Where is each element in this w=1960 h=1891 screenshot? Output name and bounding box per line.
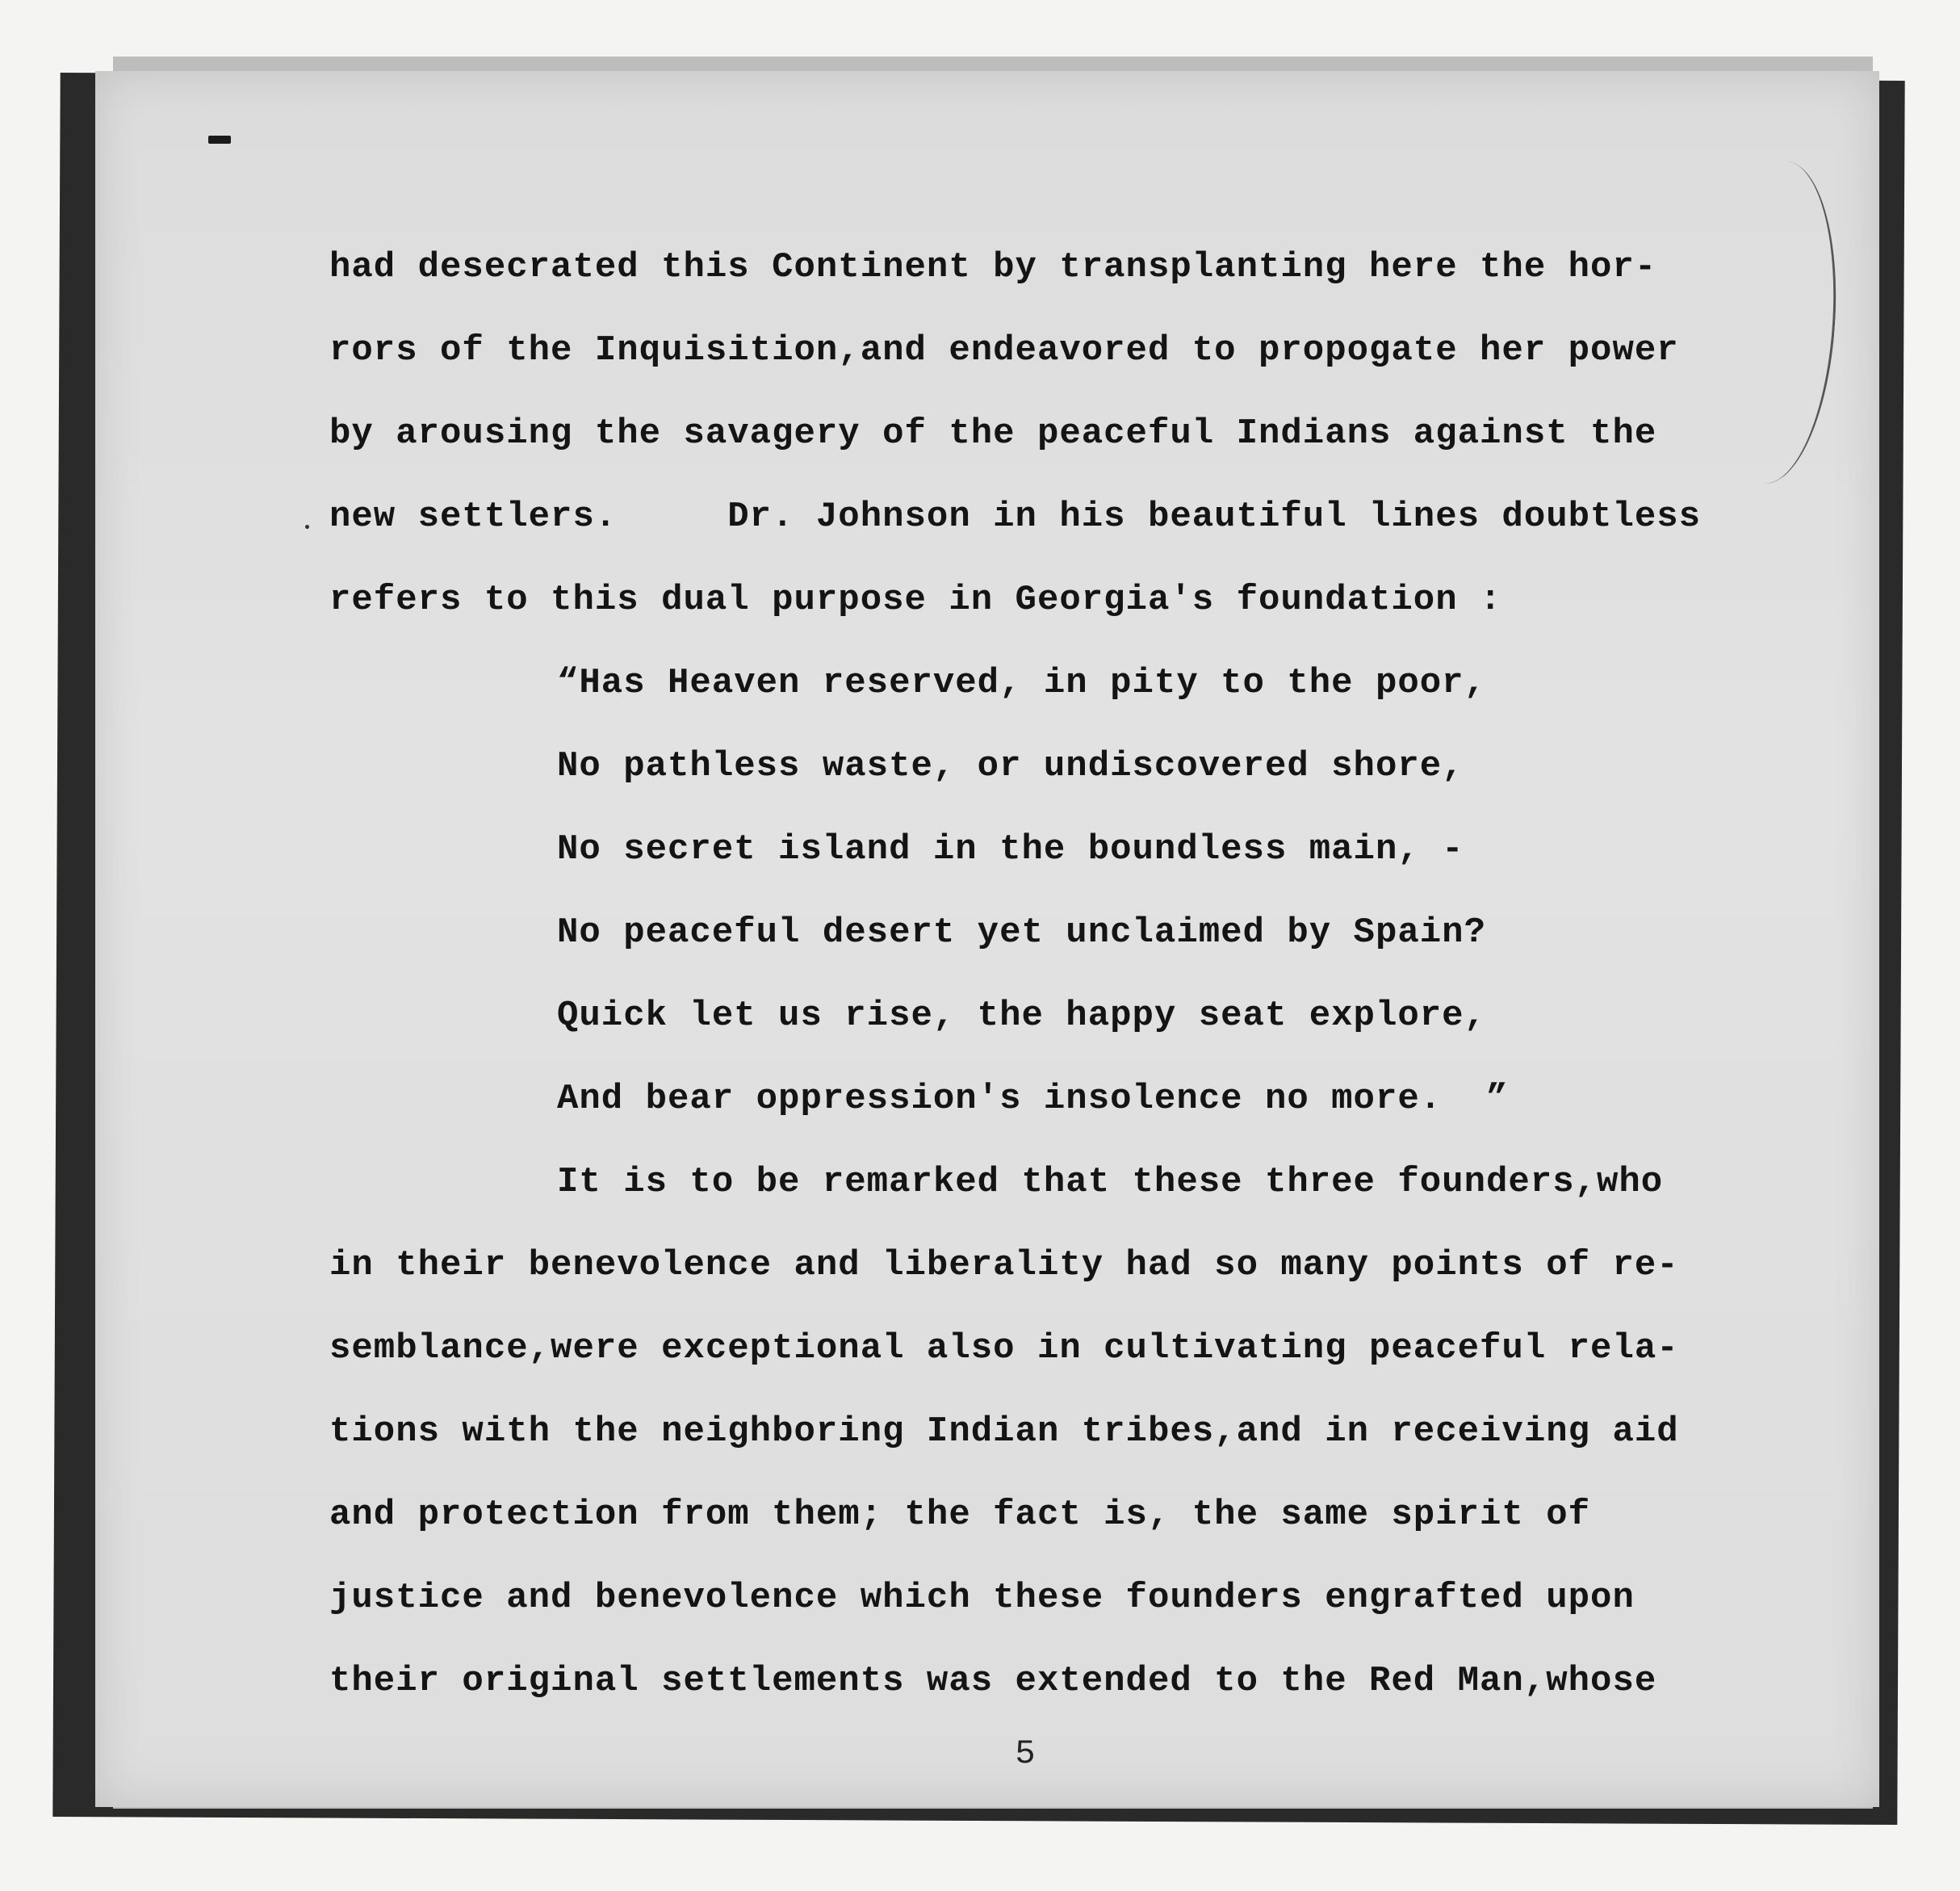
text-line: justice and benevolence which these founders engrafted upon [329, 1578, 1635, 1618]
poem-line: “Has Heaven reserved, in pity to the poor, [557, 663, 1486, 703]
text-line: tions with the neighboring Indian tribes,and in receiving aid [329, 1411, 1679, 1452]
text-line: in their benevolence and liberality had so many points of re- [329, 1245, 1679, 1285]
text-line: had desecrated this Continent by transplanting here the hor- [329, 247, 1657, 287]
text-line: and protection from them; the fact is, the same spirit of [329, 1495, 1591, 1535]
page-number: 5 [1015, 1734, 1036, 1773]
poem-line: And bear oppression's insolence no more. ” [557, 1079, 1509, 1119]
document-body [329, 226, 1766, 1723]
stray-mark [305, 525, 309, 529]
poem-line: No secret island in the boundless main, - [557, 829, 1464, 870]
text-line: new settlers. Dr. Johnson in his beautiful lines doubtless [329, 497, 1702, 537]
text-line: semblance,were exceptional also in cultivating peaceful rela- [329, 1328, 1679, 1369]
paragraph-first-line: It is to be remarked that these three founders,who [557, 1162, 1664, 1202]
text-line: refers to this dual purpose in Georgia's foundation : [329, 580, 1502, 620]
text-line: their original settlements was extended to the Red Man,whose [329, 1661, 1657, 1701]
text-line: by arousing the savagery of the peaceful Indians against the [329, 413, 1657, 454]
ink-mark [208, 136, 231, 144]
poem-line: Quick let us rise, the happy seat explore, [557, 996, 1486, 1036]
poem-line: No pathless waste, or undiscovered shore, [557, 746, 1464, 786]
text-line: rors of the Inquisition,and endeavored to propogate her power [329, 330, 1679, 371]
poem-line: No peaceful desert yet unclaimed by Spain? [557, 912, 1486, 953]
